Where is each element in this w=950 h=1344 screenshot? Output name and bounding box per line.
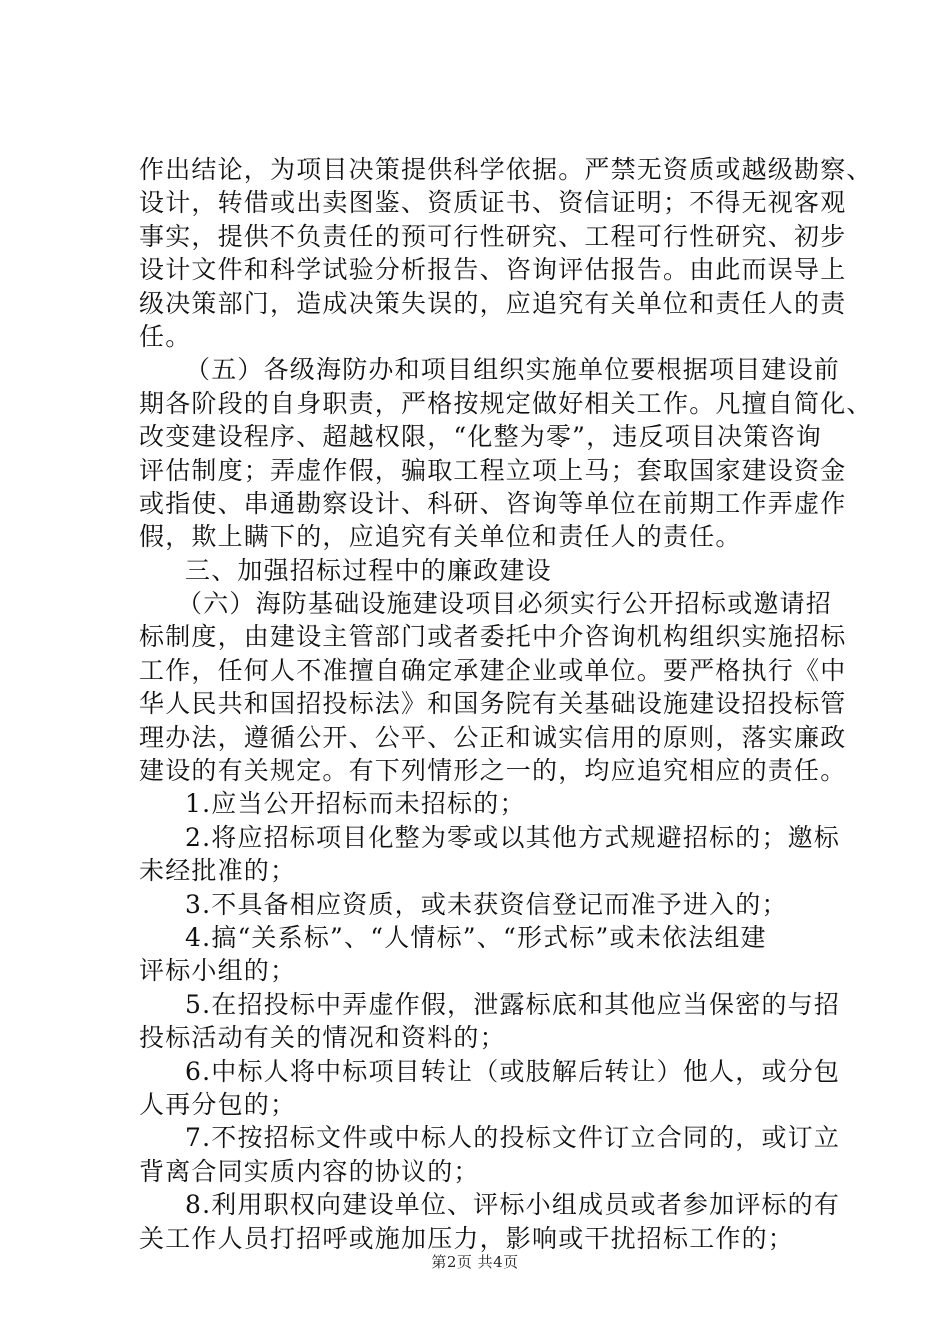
text-line: 华人民共和国招投标法》和国务院有关基础设施建设招投标管 (139, 689, 847, 719)
text-line: 或指使、串通勘察设计、科研、咨询等单位在前期工作弄虚作 (139, 488, 847, 518)
text-line: （五）各级海防办和项目组织实施单位要根据项目建设前 (185, 355, 841, 385)
text-line: 8.利用职权向建设单位、评标小组成员或者参加评标的有 (185, 1190, 841, 1220)
text-line: 建设的有关规定。有下列情形之一的，均应追究相应的责任。 (139, 756, 847, 786)
text-line: 6.中标人将中标项目转让（或肢解后转让）他人，或分包 (185, 1056, 841, 1086)
text-line: 3.不具备相应资质，或未获资信登记而准予进入的； (185, 889, 788, 919)
text-line: 工作，任何人不准擅自确定承建企业或单位。要严格执行《中 (139, 655, 847, 685)
text-line: 设计，转借或出卖图鉴、资质证书、资信证明；不得无视客观 (139, 188, 847, 218)
text-line: 2.将应招标项目化整为零或以其他方式规避招标的；邀标 (185, 822, 841, 852)
text-line: 关工作人员打招呼或施加压力，影响或干扰招标工作的； (139, 1223, 795, 1253)
text-line: 事实，提供不负责任的预可行性研究、工程可行性研究、初步 (139, 221, 847, 251)
text-line: 期各阶段的自身职责，严格按规定做好相关工作。凡擅自简化、 (139, 388, 873, 418)
text-line: 假，欺上瞒下的，应追究有关单位和责任人的责任。 (139, 522, 742, 552)
text-line: 7.不按招标文件或中标人的投标文件订立合同的，或订立 (185, 1123, 841, 1153)
text-line: 三、加强招标过程中的廉政建设 (185, 555, 552, 585)
text-line: 5.在招投标中弄虚作假，泄露标底和其他应当保密的与招 (185, 989, 841, 1019)
text-line: 评估制度；弄虚作假，骗取工程立项上马；套取国家建设资金 (139, 455, 847, 485)
text-line: 设计文件和科学试验分析报告、咨询评估报告。由此而误导上 (139, 255, 847, 285)
text-line: 4.搞“关系标”、“人情标”、“形式标”或未依法组建 (185, 922, 767, 952)
text-line: 未经批准的； (139, 856, 297, 886)
text-line: 改变建设程序、超越权限，“化整为零”，违反项目决策咨询 (139, 422, 822, 452)
text-line: 理办法，遵循公开、公平、公正和诚实信用的原则，落实廉政 (139, 722, 847, 752)
text-line: 标制度，由建设主管部门或者委托中介咨询机构组织实施招标 (139, 622, 847, 652)
page-footer: 第2页 共4页 (431, 1253, 519, 1271)
text-line: 评标小组的； (139, 956, 297, 986)
text-line: 背离合同实质内容的协议的； (139, 1156, 480, 1186)
text-line: 任。 (139, 321, 192, 351)
text-line: 作出结论，为项目决策提供科学依据。严禁无资质或越级勘察、 (139, 155, 873, 184)
text-line: 投标活动有关的情况和资料的； (139, 1023, 506, 1053)
text-line: 人再分包的； (139, 1089, 297, 1119)
text-line: （六）海防基础设施建设项目必须实行公开招标或邀请招 (177, 589, 833, 619)
text-line: 1.应当公开招标而未招标的； (185, 789, 526, 819)
text-line: 级决策部门，造成决策失误的，应追究有关单位和责任人的责 (139, 288, 847, 318)
document-body (139, 153, 873, 1255)
